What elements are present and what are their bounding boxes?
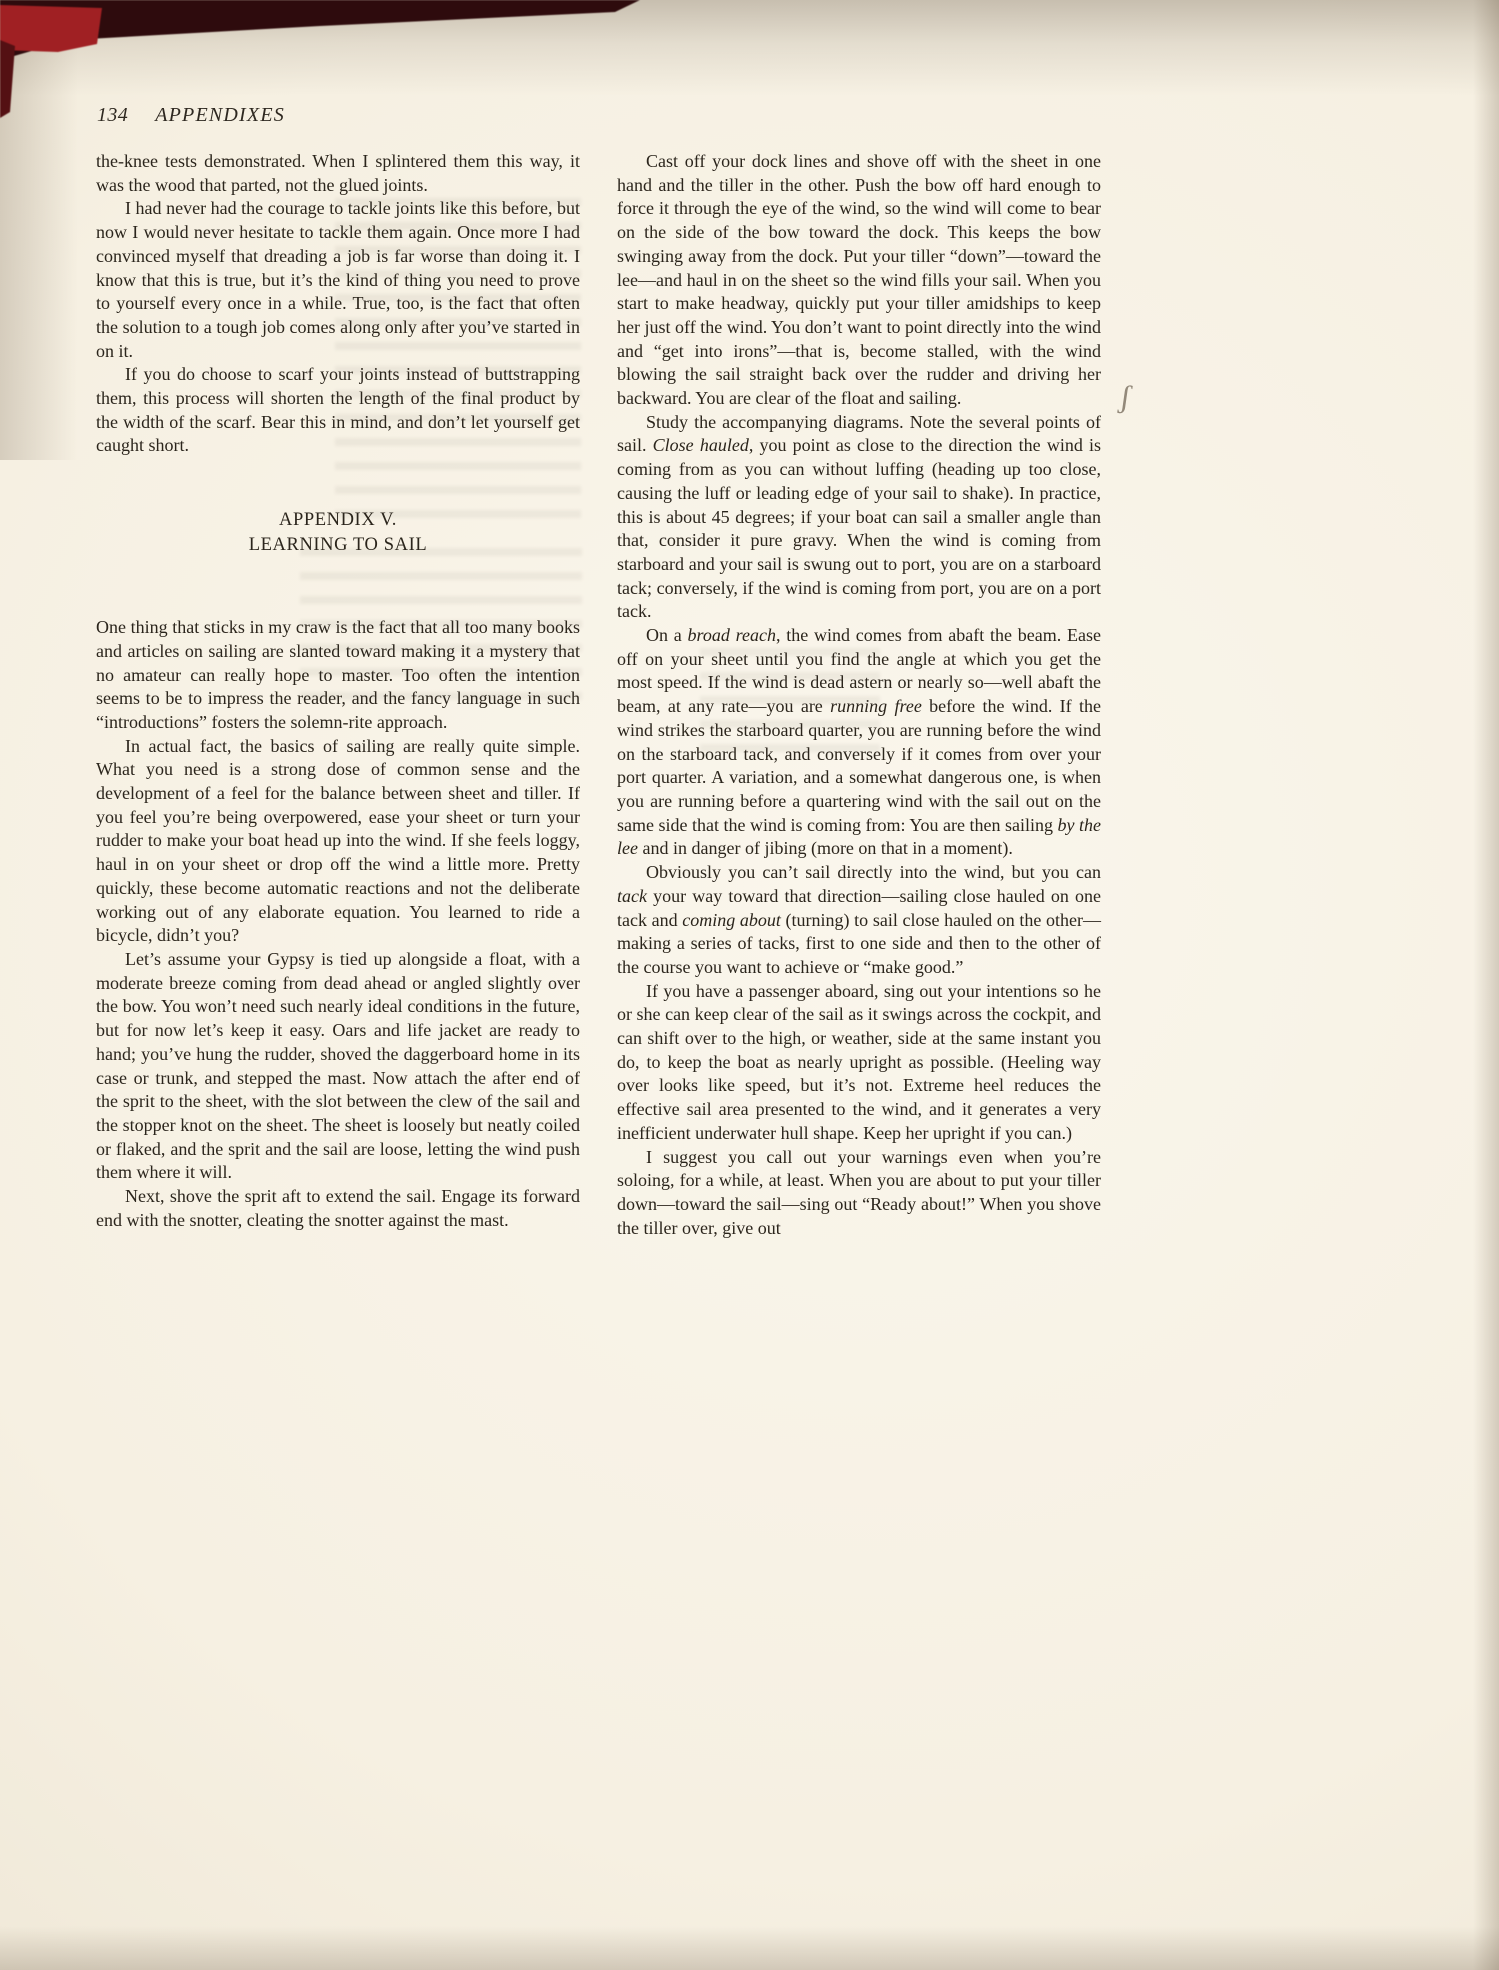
body-paragraph: the-knee tests demonstrated. When I splintered them this way, it was the wood that parted, not the glued joints. <box>96 151 580 195</box>
body-paragraph: I suggest you call out your warnings even when you’re soloing, for a while, at least. When you are about to put your tiller down—toward the sail—sing out “Ready about!” When you shove the tiller over, give out <box>617 1146 1101 1238</box>
page-number: 134 <box>97 104 129 126</box>
running-head: APPENDIXES <box>155 104 285 126</box>
scan-bottom-shadow <box>0 1926 1499 1970</box>
body-paragraph: If you do choose to scarf your joints instead of buttstrapping them, this process will shorten the length of the final product by the width of the scarf. Bear this in mind, and don’t let yourself get caught short. <box>96 364 580 456</box>
body-paragraph: On a broad reach, the wind comes from abaft the beam. Ease off on your sheet until you find the angle at which you get the most speed. If the wind is dead astern or nearly so—well abaft the beam, at any rate—you are running free before the wind. If the wind strikes the starboard quarter, you are running before the wind on the starboard tack, and conversely if it comes from over your port quarter. A variation, and a somewhat dangerous one, is when you are running before a quartering wind with the sail out on the same side that the wind is coming from: You are then sailing by the lee and in danger of jibing (more on that in a moment). <box>617 625 1102 859</box>
body-paragraph: Study the accompanying diagrams. Note the several points of sail. Close hauled, you point as close to the direction the wind is coming from as you can without luffing (heading up too close, causing the luff or leading edge of your sail to shake). In practice, this is about 45 degrees; if your boat can sail a smaller angle than that, consider it pure gravy. When the wind is coming from starboard and your sail is swung out to port, you are on a starboard tack; conversely, if the wind is coming from port, you are on a port tack. <box>617 411 1101 622</box>
body-paragraph: Next, shove the sprit aft to extend the sail. Engage its forward end with the snotter, cleating the snotter against the mast. <box>96 1186 580 1230</box>
body-paragraph: One thing that sticks in my craw is the fact that all too many books and articles on sailing are slanted toward making it a mystery that no amateur can really hope to master. Too often the intention seems to be to impress the reader, and the fancy language in such “introductions” fosters the solemn-rite approach. <box>96 617 580 732</box>
body-paragraph: I had never had the courage to tackle joints like this before, but now I would never hesitate to tackle them again. Once more I had convinced myself that dreading a job is far worse than doing it. I know that this is true, but it’s the kind of thing you need to prove to yourself every once in a while. True, too, is the fact that often the solution to a tough job comes along only after you’ve started in on it. <box>96 198 580 361</box>
pen-mark: ʃ <box>1117 377 1134 415</box>
body-paragraph: If you have a passenger aboard, sing out your intentions so he or she can keep clear of the sail as it swings across the cockpit, and can shift over to the high, or weather, side at the same instant you do, to keep the boat as nearly upright as possible. (Heeling way over looks like speed, but it’s not. Extreme heel reduces the effective sail area presented to the wind, and it generates a very inefficient underwater hull shape. Keep her upright if you can.) <box>617 980 1101 1143</box>
appendix-heading: APPENDIX V. LEARNING TO SAIL <box>248 510 428 556</box>
right-column <box>617 150 1101 1240</box>
scan-right-shadow <box>1473 0 1499 1970</box>
body-paragraph: In actual fact, the basics of sailing are really quite simple. What you need is a strong dose of common sense and the development of a feel for the balance between sheet and tiller. If you feel you’re being overpowered, ease your sheet or turn your rudder to make your boat head up into the wind. If she feels loggy, haul in on your sheet or drop off the wind a little more. Pretty quickly, these become automatic reactions and not the deliberate working out of any elaborate equation. You learned to ride a bicycle, didn’t you? <box>96 735 580 946</box>
body-paragraph: Obviously you can’t sail directly into the wind, but you can tack your way toward that direction—sailing close hauled on one tack and coming about (turning) to sail close hauled on the other—making a series of tacks, first to one side and then to the other of the course you want to achieve or “make good.” <box>617 862 1101 977</box>
body-paragraph: Let’s assume your Gypsy is tied up alongside a float, with a moderate breeze coming from dead ahead or angled slightly over the bow. You won’t need such nearly ideal conditions in the future, but for now let’s keep it easy. Oars and life jacket are ready to hand; you’ve hung the rudder, shoved the daggerboard home in its case or trunk, and stepped the mast. Now attach the after end of the sprit to the sheet, with the slot between the clew of the sail and the stopper knot on the sheet. The sheet is loosely but neatly coiled or flaked, and the sprit and the sail are loose, letting the wind push them where it will. <box>96 948 580 1183</box>
scan-backing-artifact <box>0 0 640 130</box>
page-header <box>97 104 285 127</box>
body-paragraph: Cast off your dock lines and shove off with the sheet in one hand and the tiller in the other. Push the bow off hard enough to force it through the eye of the wind, so the wind will come to bear on the side of the bow toward the dock. This keeps the bow swinging away from the dock. Put your tiller “down”—toward the lee—and haul in on the sheet so the wind fills your sail. When you start to make headway, quickly put your tiller amidships to keep her just off the wind. You don’t want to point directly into the wind and “get into irons”—that is, become stalled, with the wind blowing the sail straight back over the rudder and driving her backward. You are clear of the float and sailing. <box>617 151 1101 409</box>
left-column <box>96 150 580 1232</box>
